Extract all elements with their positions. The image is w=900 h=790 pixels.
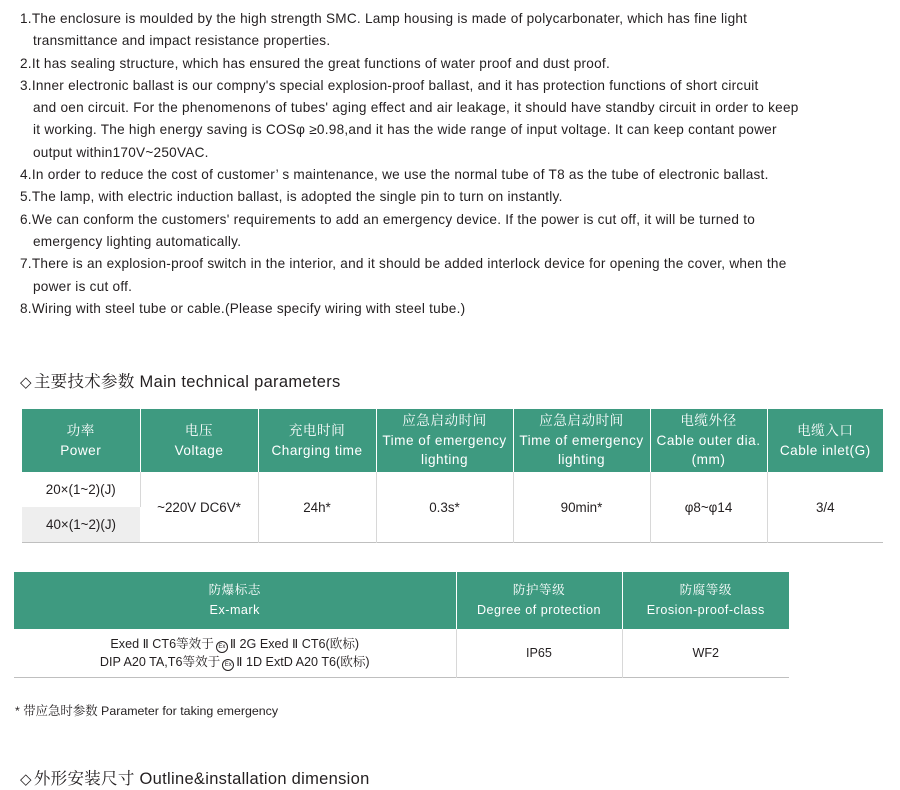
ex-circle-icon: Ex xyxy=(216,641,228,653)
feature-continuation: output within170V~250VAC. xyxy=(33,144,209,160)
feature-item xyxy=(20,53,892,75)
start-time-cell: 0.3s* xyxy=(376,472,513,543)
feature-continuation: and oen circuit. For the phenomenons of tubes' aging effect and air leakage, it should have standby circuit in order to keep xyxy=(33,100,799,116)
feature-item xyxy=(20,8,892,53)
feature-continuation: transmittance and impact resistance properties. xyxy=(33,33,331,49)
diamond-outline-icon: ◇ xyxy=(20,374,32,391)
header-emergency-duration: 应急启动时间 Time of emergency lighting xyxy=(513,409,650,472)
erosion-cell: WF2 xyxy=(692,646,720,660)
table-row xyxy=(14,629,789,678)
ex-circle-icon: Ex xyxy=(222,659,234,671)
title-zh: 主要技术参数 xyxy=(33,373,135,391)
feature-text: 1.The enclosure is moulded by the high strength SMC. Lamp housing is made of polycarbonater, which has fine light xyxy=(20,11,748,26)
feature-list xyxy=(20,8,892,320)
main-params-table xyxy=(22,409,883,543)
header-charging-time: 充电时间 Charging time xyxy=(258,409,376,472)
feature-item xyxy=(20,164,892,186)
cable-inlet-cell: 3/4 xyxy=(815,499,835,515)
feature-text: 6.We can conform the customers' requirements to add an emergency device. If the power is cut off, it will be turned to xyxy=(20,211,756,227)
table-row xyxy=(22,472,883,507)
feature-continuation: power is cut off. xyxy=(33,278,133,294)
feature-continuation: emergency lighting automatically. xyxy=(33,233,242,249)
duration-cell: 90min* xyxy=(513,472,650,543)
main-params-title xyxy=(20,368,341,392)
exmark-table xyxy=(14,572,789,678)
voltage-cell: ~220V DC6V* xyxy=(140,472,258,543)
feature-text: 8.Wiring with steel tube or cable.(Please specify wiring with steel tube.) xyxy=(20,300,466,316)
header-power: 功率 Power xyxy=(22,409,140,472)
feature-item xyxy=(20,209,892,254)
header-ex-mark: 防爆标志 Ex-mark xyxy=(14,572,456,629)
cable-dia-cell: φ8~φ14 xyxy=(650,472,767,543)
feature-text: 2.It has sealing structure, which has ensured the great functions of water proof and dust proof. xyxy=(20,55,610,71)
feature-text: 4.In order to reduce the cost of customer’ s maintenance, we use the normal tube of T8 as the tube of electronic ballast. xyxy=(20,167,769,183)
protection-cell: IP65 xyxy=(456,629,622,678)
feature-item xyxy=(20,186,892,208)
power-cell: 20×(1~2)(J) xyxy=(22,472,140,507)
feature-item xyxy=(20,75,892,164)
title-en: Outline&installation dimension xyxy=(139,770,370,788)
header-cable-inlet: 电缆入口 Cable inlet(G) xyxy=(767,409,883,472)
header-erosion: 防腐等级 Erosion-proof-class xyxy=(622,572,789,629)
feature-text: 7.There is an explosion-proof switch in the interior, and it should be added interlock device for opening the cover, when the xyxy=(20,256,787,272)
table-header-row xyxy=(14,572,789,629)
title-en: Main technical parameters xyxy=(139,373,341,391)
table-header-row xyxy=(22,409,883,472)
ex-mark-cell: Exed Ⅱ CT6等效于 Ex Ⅱ 2G Exed Ⅱ CT6(欧标) DIP A20 TA,T6等效于 Ex Ⅱ 1D ExtD A20 T6(欧标) xyxy=(14,629,456,678)
feature-text: 3.Inner electronic ballast is our compny's special explosion-proof ballast, and it has protection functions of short circuit xyxy=(20,77,759,93)
feature-item xyxy=(20,298,892,320)
emergency-note: * 带应急时参数 Parameter for taking emergency xyxy=(15,704,279,718)
header-voltage: 电压 Voltage xyxy=(140,409,258,472)
power-cell: 40×(1~2)(J) xyxy=(22,507,140,543)
feature-item xyxy=(20,253,892,298)
diamond-outline-icon: ◇ xyxy=(20,771,32,788)
header-cable-dia: 电缆外径 Cable outer dia.(mm) xyxy=(650,409,767,472)
feature-continuation: it working. The high energy saving is COSφ ≥0.98,and it has the wide range of input voltage. It can keep contant power xyxy=(33,122,777,138)
feature-text: 5.The lamp, with electric induction ballast, is adopted the single pin to turn on instantly. xyxy=(20,189,563,205)
header-protection: 防护等级 Degree of protection xyxy=(456,572,622,629)
charging-time-cell: 24h* xyxy=(258,472,376,543)
outline-title xyxy=(20,765,370,789)
header-emergency-start: 应急启动时间 Time of emergency lighting xyxy=(376,409,513,472)
title-zh: 外形安装尺寸 xyxy=(33,770,135,788)
